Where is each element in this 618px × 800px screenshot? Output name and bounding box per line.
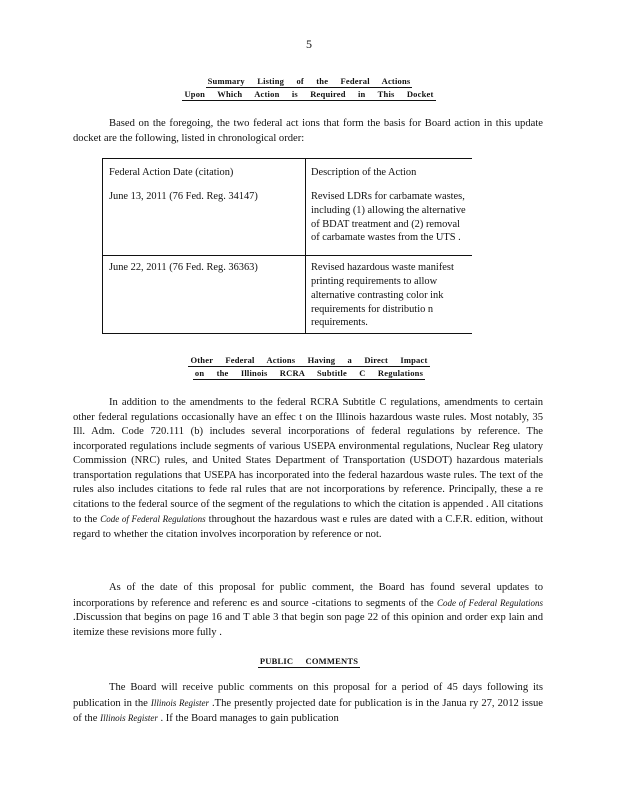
paragraph-amendments: In addition to the amendments to the federal RCRA Subtitle C regulations, amendments to certain other federal regulations occasionally have an effec t on the Illinois hazardous waste rules. Most notably, 35 Ill. Adm. Code 720.111 (b) includes several incorporations of federal regulations by reference. The incorporated regulations include segments of various USEPA environmental regulations, Nuclear Reg ulatory Commission (NRC) rules, and United States Department of Transportation (USDOT) hazardous materials transportation regulations that USEPA has incorporated into the federal hazardous waste rules. The text of the rules also includes citations to fede ral rules that are not incorporations by reference. Principally, these a re citations to the federal source of the segment of the regulations to which the citation is appended . All citations to the Code of Federal Regulations throughout the hazardous wast e rules are dated with a C.F.R. edition, without regard to whether the citation involves incorporation by reference or not. (73, 397, 544, 540)
section-heading-public-comments (0, 655, 618, 668)
italic-citation: Code of Federal Regulations (100, 514, 206, 524)
table-cell-date: June 13, 2011 (76 Fed. Reg. 34147) (103, 178, 306, 256)
page-number: 5 (306, 37, 312, 51)
table-cell-description: Revised LDRs for carbamate wastes, including (1) allowing the alternative of BDAT treatment and (2) removal of carbamate wastes from the UTS . (311, 191, 466, 244)
table-header-row (103, 159, 473, 179)
italic-citation: Code of Federal Regulations (436, 597, 543, 608)
heading-line: Upon Which Action is Required in This Docket (184, 89, 434, 99)
table-cell-date: June 22, 2011 (76 Fed. Reg. 36363) (103, 256, 306, 334)
federal-actions-table (102, 158, 472, 334)
table-header-date: Federal Action Date (citation) (103, 159, 306, 179)
italic-citation: Illinois Register (150, 697, 209, 708)
table-row (103, 256, 473, 334)
section-heading-other-actions (0, 354, 618, 380)
italic-citation: Illinois Register (100, 713, 158, 723)
heading-line: Other Federal Actions Having a Direct Impact (190, 355, 428, 365)
paragraph-public-comments: The Board will receive public comments on this proposal for a period of 45 days following its publication in the Illinois Register .The presently projected date for publication is in the Janua ry 27, 2012 issue of the Illinois Register . If the Board manages to gain publication (73, 682, 543, 724)
heading-line: on the Illinois RCRA Subtitle C Regulations (194, 368, 424, 378)
table-cell-description: Revised hazardous waste manifest printing requirements to allow alternative contrasting color ink requirements for distributio n requirements. (306, 256, 473, 334)
table-header-description: Description of the Action (306, 159, 473, 179)
section-heading-summary (0, 75, 618, 101)
intro-paragraph: Based on the foregoing, the two federal act ions that form the basis for Board action in this update docket are the following, listed in chronological order: (73, 118, 543, 144)
table-row (103, 178, 473, 256)
heading-line: Summary Listing of the Federal Actions (207, 76, 411, 86)
paragraph-updates: As of the date of this proposal for public comment, the Board has found several updates to incorporations by reference and referenc es and source -citations to segments of the Code of Federal Regulations .Discussion that begins on page 16 and T able 3 that begin son page 22 of this opinion and order exp lain and itemize these revisions more fully . (73, 582, 543, 638)
heading-line: PUBLIC COMMENTS (259, 656, 359, 666)
